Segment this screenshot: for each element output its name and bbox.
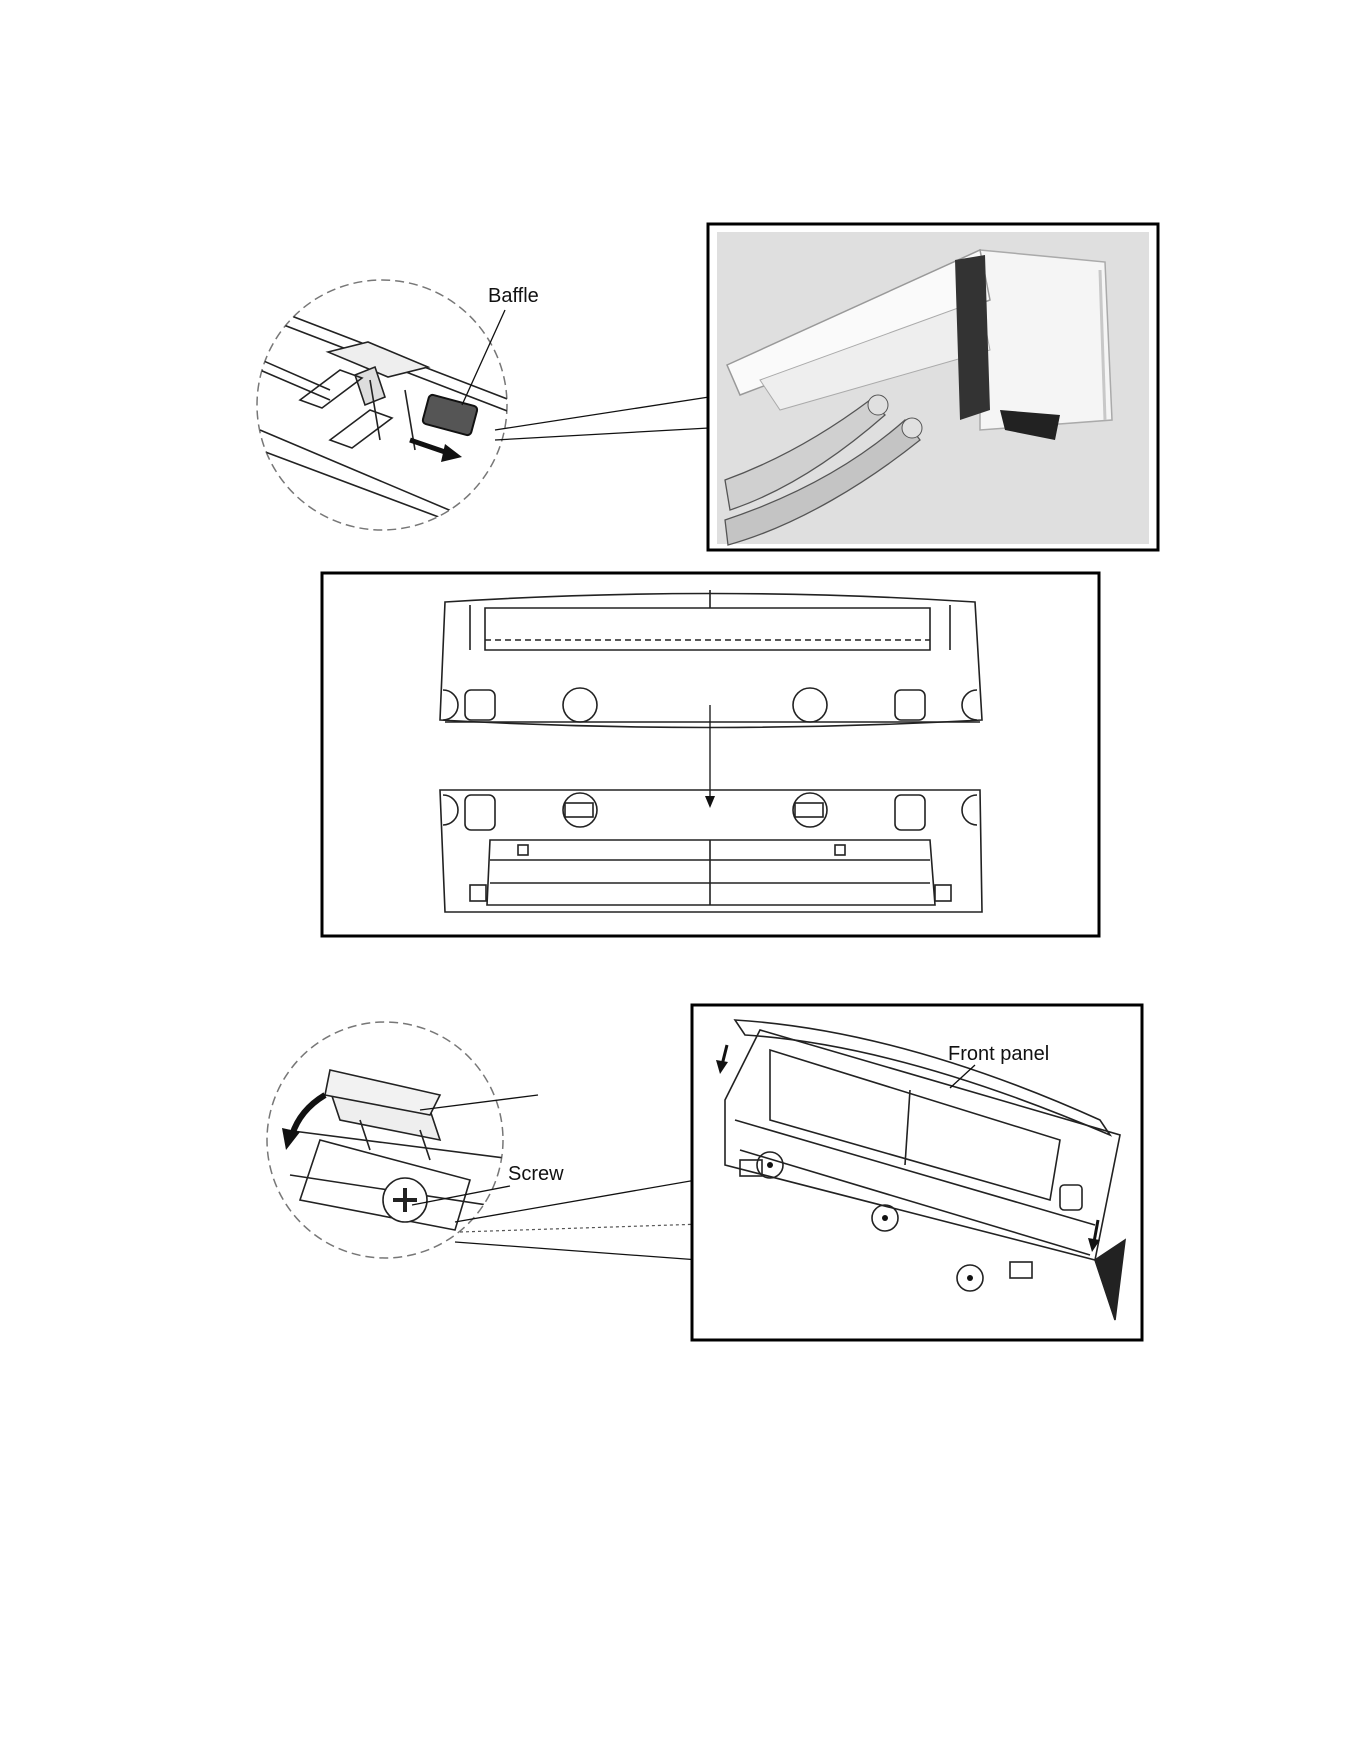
screw-icon [383,1178,427,1222]
baffle-detail [250,280,709,540]
baffle-label: Baffle [488,285,539,307]
unit-front-back-views [322,573,1099,936]
photo-hands-removing-panel [708,224,1158,550]
screw-label: Screw [508,1163,564,1185]
unit-with-front-panel-open [692,1005,1142,1340]
front-panel-label: Front panel [948,1043,1050,1065]
